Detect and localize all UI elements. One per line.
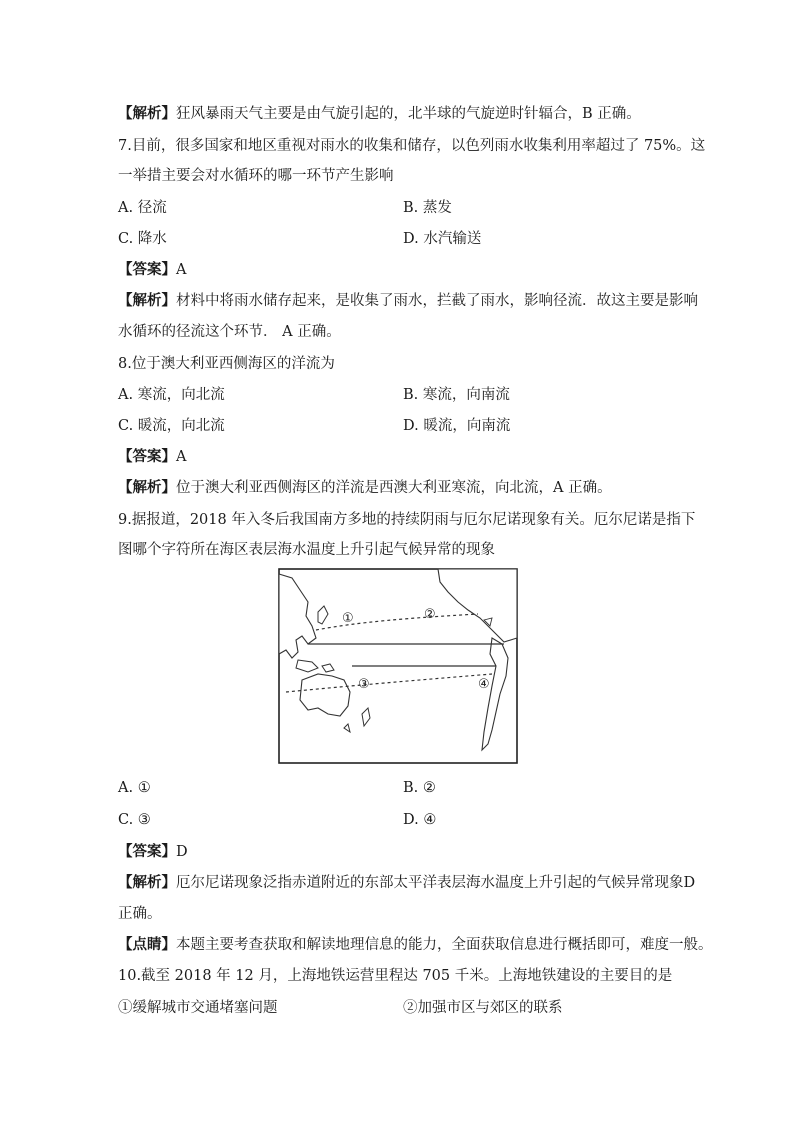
q8-option-row2 [118,416,511,436]
pacific-map-figure [278,568,518,764]
q8-option-b[interactable]: B. 寒流，向南流 [403,387,510,403]
q7-option-row2 [118,229,482,249]
q10-stem: 10.截至 2018 年 12 月，上海地铁运营里程达 705 千米。上海地铁建设的主要目的是 [118,968,673,984]
answer-value: A [176,449,187,465]
q8-option-d[interactable]: D. 暖流，向南流 [403,418,511,434]
q7-option-b[interactable]: B. 蒸发 [403,200,452,216]
analysis-tag: 【解析】 [118,874,176,891]
q8-answer [118,447,186,467]
q8-stem: 8.位于澳大利亚西侧海区的洋流为 [118,356,335,372]
analysis-tag: 【解析】 [118,105,176,122]
q9-analysis-line1 [118,873,695,893]
q9-option-row1 [118,778,436,798]
analysis-text: 材料中将雨水储存起来，是收集了雨水，拦截了雨水，影响径流．故这主要是影响 [176,293,698,309]
answer-tag: 【答案】 [118,448,176,465]
q7-analysis-line2: 水循环的径流这个环节． A 正确。 [118,324,341,340]
q7-option-c[interactable]: C. 降水 [118,231,167,247]
q8-option-c[interactable]: C. 暖流，向北流 [118,418,225,434]
q9-option-a[interactable]: A. ① [118,780,151,796]
q9-option-b[interactable]: B. ② [403,780,436,796]
q6-analysis [118,104,641,124]
q7-stem-line2: 一举措主要会对水循环的哪一环节产生影响 [118,168,394,184]
q10-item-2: ②加强市区与郊区的联系 [403,1000,563,1016]
q9-comment [118,935,713,955]
analysis-tag: 【解析】 [118,479,176,496]
q7-answer [118,260,186,280]
analysis-tag: 【解析】 [118,292,176,309]
q7-analysis-line1 [118,291,698,311]
q8-option-a[interactable]: A. 寒流，向北流 [118,387,225,403]
comment-tag: 【点睛】 [118,936,176,953]
q9-stem-line1: 9.据报道，2018 年入冬后我国南方多地的持续阴雨与厄尔尼诺现象有关。厄尔尼诺是指下 [118,512,696,528]
map-label-2: ② [424,607,436,622]
q7-option-row1 [118,198,452,218]
q7-option-d[interactable]: D. 水汽输送 [403,231,482,247]
q9-option-row2 [118,810,437,830]
map-label-4: ④ [478,677,490,692]
q9-stem-line2: 图哪个字符所在海区表层海水温度上升引起气候异常的现象 [118,542,495,558]
q10-item-1: ①缓解城市交通堵塞问题 [118,1000,278,1016]
analysis-text: 厄尔尼诺现象泛指赤道附近的东部太平洋表层海水温度上升引起的气候异常现象D [176,875,696,891]
australia-landmass [300,674,350,716]
comment-text: 本题主要考查获取和解读地理信息的能力，全面获取信息进行概括即可，难度一般。 [176,937,713,953]
analysis-text: 位于澳大利亚西侧海区的洋流是西澳大利亚寒流，向北流，A 正确。 [176,480,612,496]
q10-item-row [118,998,563,1018]
q9-answer [118,842,188,862]
answer-value: D [176,844,188,860]
map-label-3: ③ [358,677,370,692]
answer-value: A [176,262,187,278]
q8-option-row1 [118,385,510,405]
answer-tag: 【答案】 [118,843,176,860]
analysis-text: 狂风暴雨天气主要是由气旋引起的，北半球的气旋逆时针辐合，B 正确。 [176,106,641,122]
answer-tag: 【答案】 [118,261,176,278]
q8-analysis [118,478,612,498]
q9-analysis-line2: 正确。 [118,906,162,922]
q9-option-c[interactable]: C. ③ [118,812,151,828]
q9-option-d[interactable]: D. ④ [403,812,437,828]
q7-stem-line1: 7.目前，很多国家和地区重视对雨水的收集和储存，以色列雨水收集利用率超过了 75%。这 [118,138,706,154]
map-label-1: ① [342,611,354,626]
q7-option-a[interactable]: A. 径流 [118,200,167,216]
